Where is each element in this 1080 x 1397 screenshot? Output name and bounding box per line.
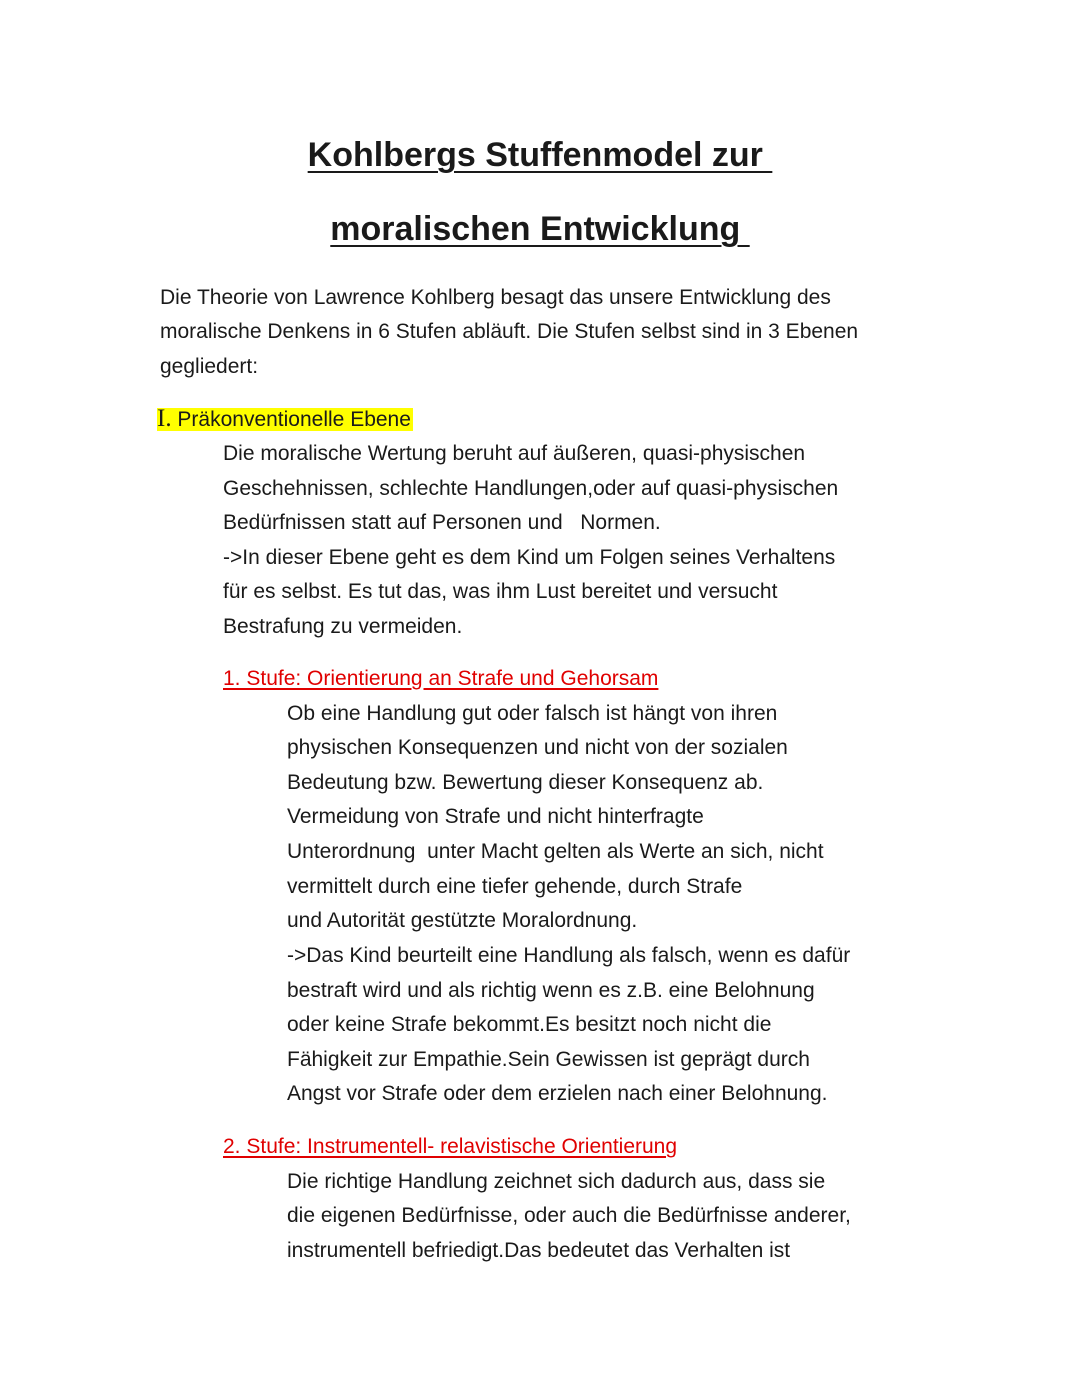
stage-heading-2: 2. Stufe: Instrumentell- relavistische Orientierung [223,1135,678,1158]
stage-paragraph-line: Fähigkeit zur Empathie.Sein Gewissen ist geprägt durch [287,1048,810,1071]
stage-paragraph-line: ->Das Kind beurteilt eine Handlung als falsch, wenn es dafür [287,944,851,967]
intro-line: Die Theorie von Lawrence Kohlberg besagt das unsere Entwicklung des [160,286,831,309]
level-paragraph-line: Die moralische Wertung beruht auf äußeren, quasi-physischen [223,442,806,465]
level-heading-text: Präkonventionelle Ebene [171,408,411,431]
level-heading-preconventional [157,404,413,435]
stage-paragraph-line: vermittelt durch eine tiefer gehende, durch Strafe [287,875,743,898]
level-paragraph-line: Bedürfnissen statt auf Personen und Normen. [223,511,661,534]
level-paragraph-line: Geschehnissen, schlechte Handlungen,oder auf quasi-physischen [223,477,839,500]
level-paragraph-line: ->In dieser Ebene geht es dem Kind um Folgen seines Verhaltens [223,546,836,569]
level-paragraph-line: Bestrafung zu vermeiden. [223,615,463,638]
intro-line: moralische Denkens in 6 Stufen abläuft. Die Stufen selbst sind in 3 Ebenen [160,320,859,343]
stage-paragraph-line: Unterordnung unter Macht gelten als Werte an sich, nicht [287,840,824,863]
level-paragraph-line: für es selbst. Es tut das, was ihm Lust bereitet und versucht [223,580,778,603]
stage-paragraph-line: physischen Konsequenzen und nicht von der sozialen [287,736,788,759]
stage-paragraph-line: die eigenen Bedürfnisse, oder auch die Bedürfnisse anderer, [287,1204,851,1227]
stage-heading-1: 1. Stufe: Orientierung an Strafe und Gehorsam [223,667,659,690]
stage-paragraph-line: und Autorität gestützte Moralordnung. [287,909,638,932]
stage-paragraph-line: Angst vor Strafe oder dem erzielen nach einer Belohnung. [287,1082,828,1105]
document-title-line-2: moralischen Entwicklung [330,210,750,248]
level-heading-highlight [157,405,413,432]
stage-paragraph-line: Bedeutung bzw. Bewertung dieser Konsequenz ab. [287,771,764,794]
stage-paragraph-line: bestraft wird und als richtig wenn es z.B. eine Belohnung [287,979,815,1002]
stage-paragraph-line: instrumentell befriedigt.Das bedeutet das Verhalten ist [287,1239,791,1262]
stage-paragraph-line: Vermeidung von Strafe und nicht hinterfragte [287,805,704,828]
stage-paragraph-line: Die richtige Handlung zeichnet sich dadurch aus, dass sie [287,1170,826,1193]
intro-line: gegliedert: [160,355,259,378]
document-title-line-1: Kohlbergs Stuffenmodel zur [307,136,773,174]
stage-paragraph-line: Ob eine Handlung gut oder falsch ist hängt von ihren [287,702,778,725]
stage-paragraph-line: oder keine Strafe bekommt.Es besitzt noch nicht die [287,1013,772,1036]
level-numeral: I. [157,405,172,432]
